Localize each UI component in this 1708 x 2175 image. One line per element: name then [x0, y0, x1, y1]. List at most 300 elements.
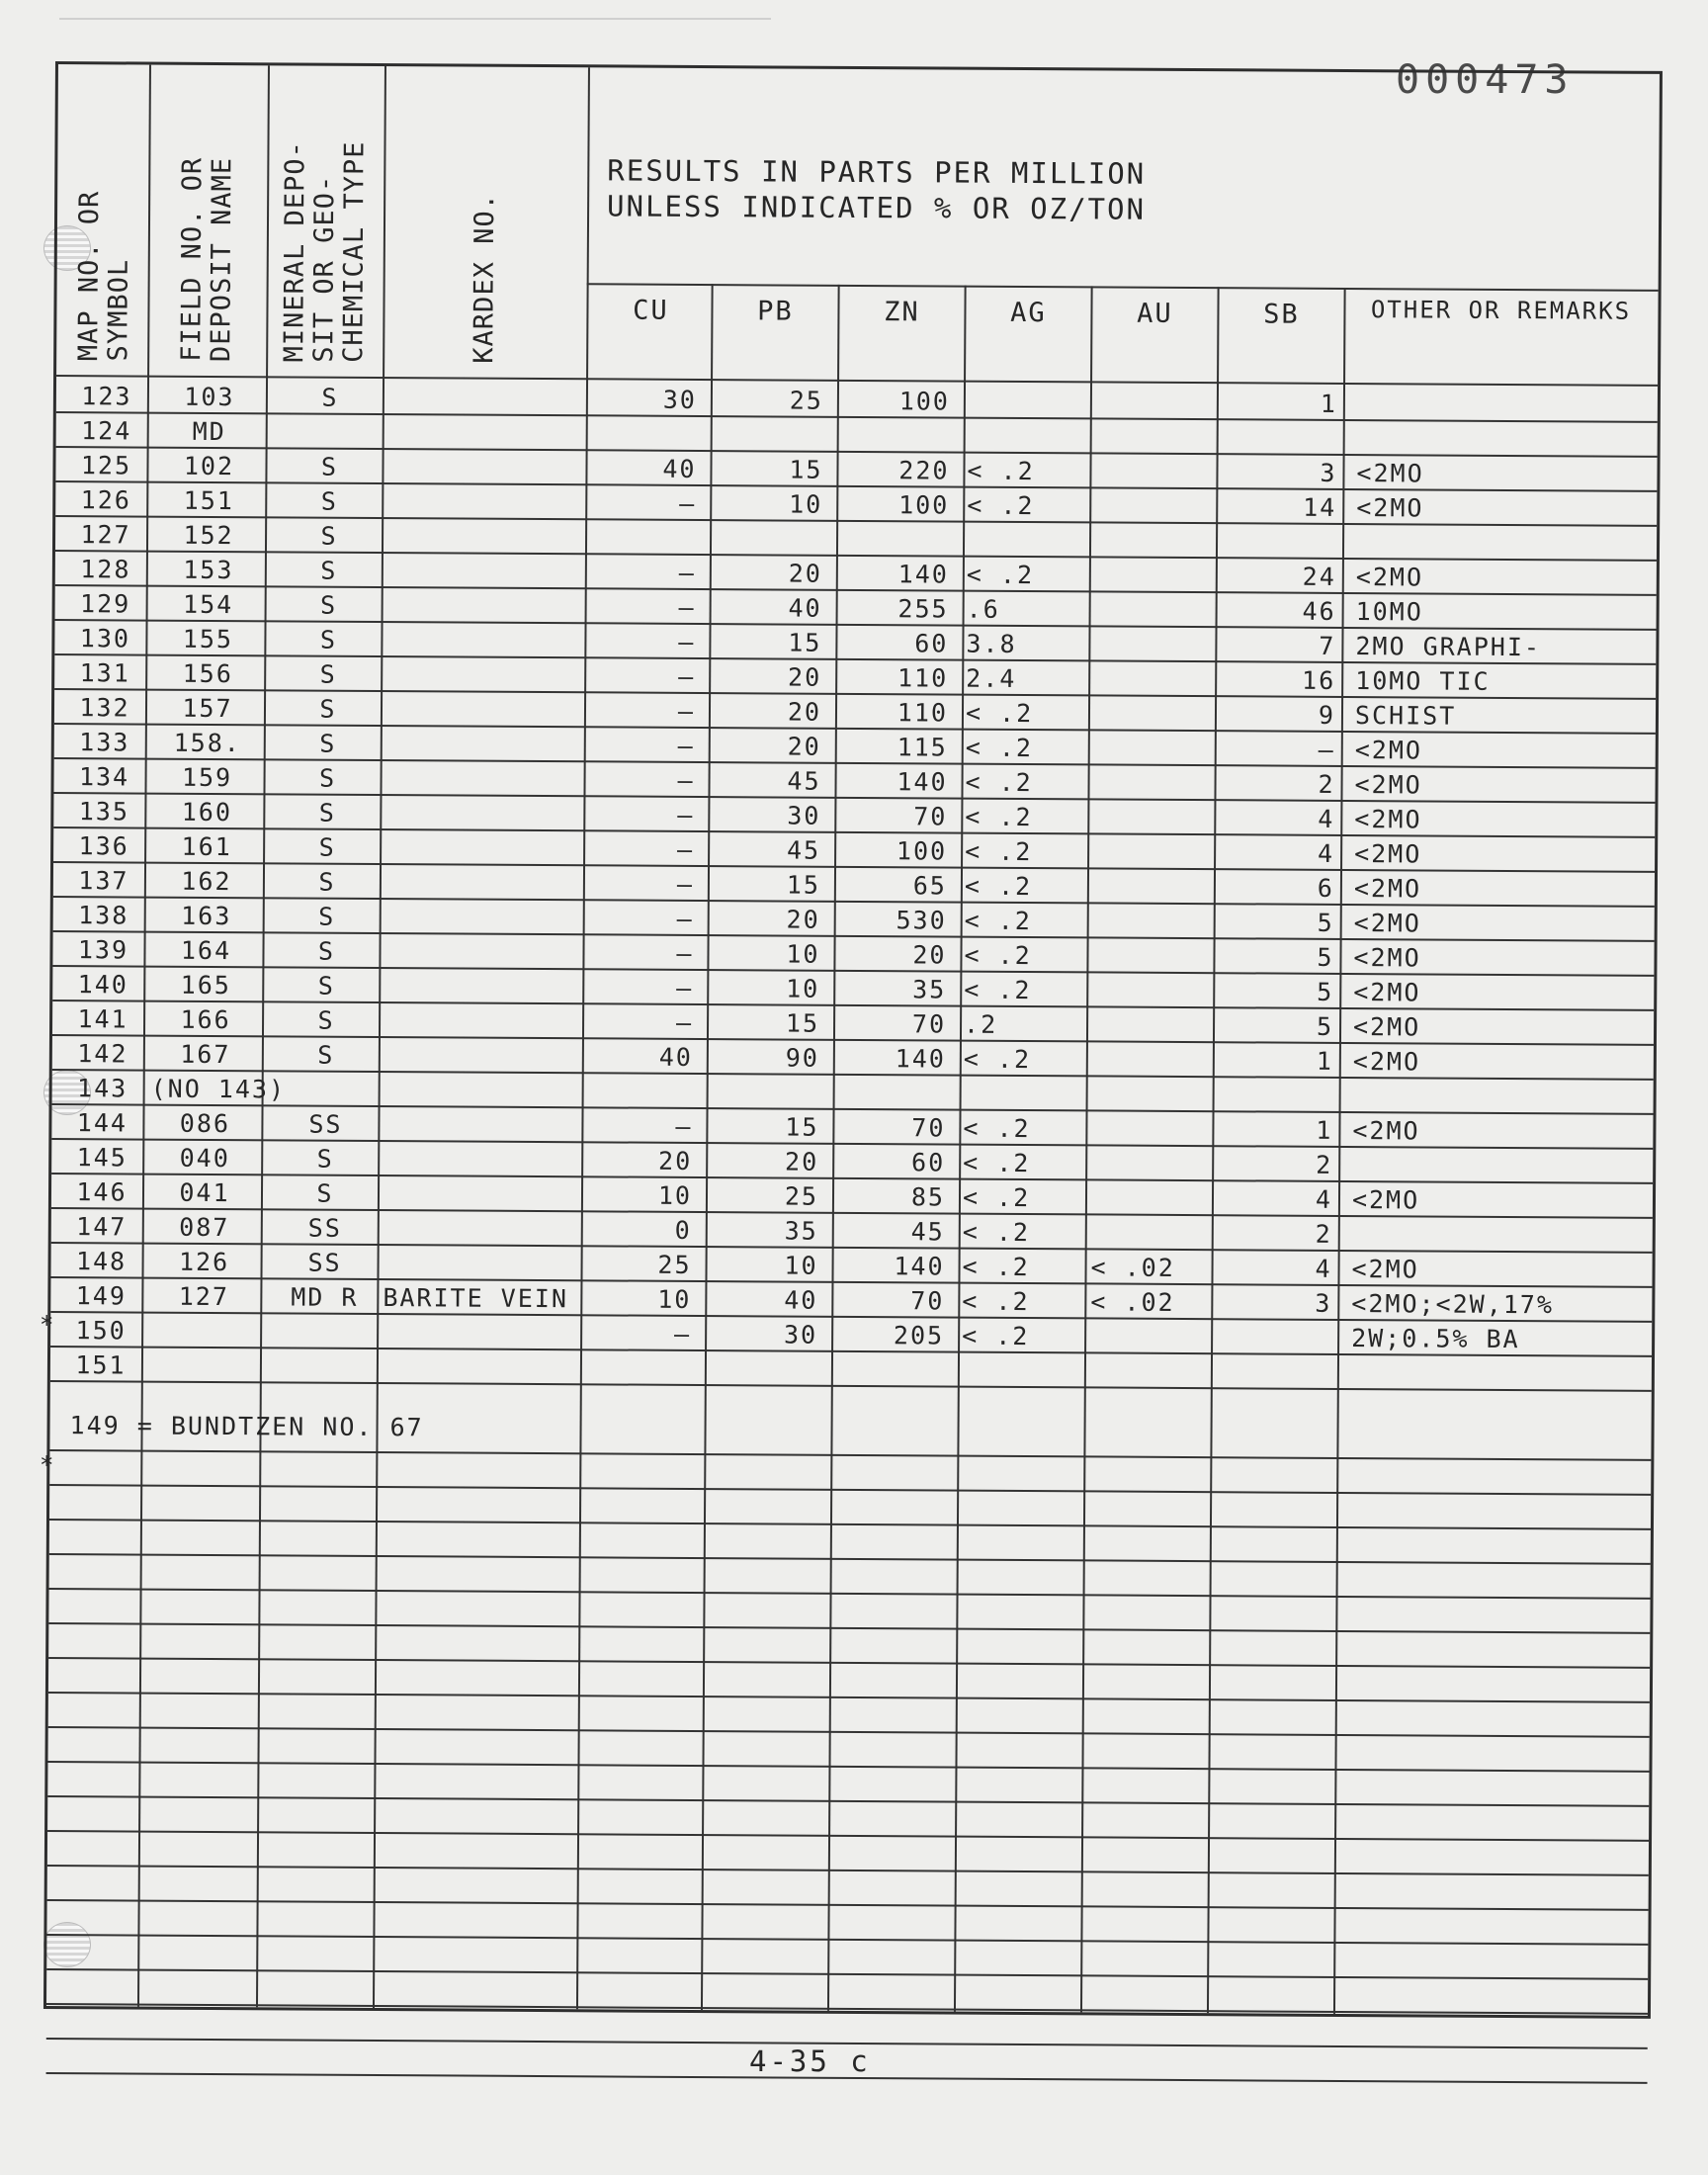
cell-pb: [716, 525, 822, 526]
cell-cu: [586, 1078, 693, 1079]
cell-zn: 20: [912, 940, 947, 970]
header-ag: AG: [1010, 297, 1047, 329]
cell-cu: 25: [657, 1250, 692, 1279]
cell-sb: 2: [1316, 1150, 1333, 1179]
cell-cu: –: [678, 558, 696, 587]
cell-type: [272, 418, 388, 419]
cell-rem: 2MO GRAPHI-: [1355, 632, 1542, 662]
cell-au: [1091, 1219, 1214, 1220]
cell-pb: 15: [789, 455, 823, 484]
cell-zn: 220: [898, 456, 950, 485]
cell-pb: 15: [786, 870, 821, 900]
cell-pb: 20: [788, 662, 822, 692]
cell-type: S: [317, 936, 336, 966]
cell-zn: 530: [896, 906, 947, 935]
cell-au: [1093, 804, 1216, 805]
cell-kardex: [384, 1077, 582, 1078]
cell-field: 162: [181, 866, 232, 897]
cell-pb: 45: [787, 766, 821, 796]
cell-rem: <2MO;<2W,17%: [1351, 1289, 1555, 1320]
cell-sb: 16: [1302, 665, 1336, 695]
cell-type: S: [318, 763, 337, 793]
cell-au: [1092, 1046, 1215, 1047]
cell-field: 126: [178, 1247, 230, 1277]
cell-ag: < .2: [963, 1044, 1032, 1075]
cell-sb: 5: [1317, 942, 1334, 972]
cell-pb: 25: [784, 1181, 819, 1211]
cell-cu: –: [677, 765, 695, 795]
cell-sb: 2: [1315, 1219, 1332, 1249]
cell-cu: 0: [674, 1215, 692, 1245]
cell-field: 087: [179, 1212, 230, 1243]
cell-cu: –: [675, 1111, 693, 1141]
cell-rem: <2MO: [1352, 1012, 1421, 1042]
cell-cu: 30: [662, 385, 698, 414]
cell-map: 147: [76, 1212, 128, 1242]
cell-zn: 140: [894, 1252, 945, 1281]
cell-sb: 4: [1315, 1254, 1332, 1283]
cell-cu: –: [676, 938, 694, 968]
cell-rem: <2MO: [1353, 874, 1422, 904]
cell-sb: 9: [1318, 700, 1336, 730]
cell-type: S: [318, 867, 336, 897]
cell-rem: [1353, 1083, 1650, 1085]
cell-ag: < .2: [965, 733, 1034, 763]
cell-rem: SCHIST: [1354, 701, 1457, 731]
cell-zn: [837, 1356, 944, 1357]
cell-ag: .2: [963, 1009, 998, 1039]
cell-type: SS: [307, 1213, 342, 1243]
header-pb: PB: [757, 296, 794, 327]
cell-cu: –: [673, 1319, 692, 1348]
cell-rem: <2MO: [1352, 1047, 1421, 1077]
cell-map: 129: [79, 589, 131, 619]
cell-map: 136: [78, 831, 129, 861]
cell-cu: –: [678, 627, 696, 656]
cell-ag: < .2: [963, 1113, 1031, 1144]
cell-ag: < .2: [965, 698, 1034, 729]
cell-ag: [968, 423, 1088, 424]
cell-zn: 70: [911, 1113, 946, 1143]
cell-rem: <2MO: [1356, 493, 1424, 523]
cell-sb: 5: [1317, 908, 1334, 937]
header-field-no: FIELD NO. OR DEPOSIT NAME: [176, 156, 238, 363]
cell-type: S: [317, 1005, 335, 1035]
cell-map: 130: [79, 624, 131, 653]
cell-ag: < .2: [964, 975, 1032, 1005]
cell-map: 126: [80, 485, 131, 515]
cell-rem: <2MO: [1353, 978, 1421, 1007]
cell-kardex: [383, 1319, 580, 1320]
cell-zn: 255: [897, 594, 949, 624]
cell-cu: –: [676, 834, 695, 864]
cell-kardex: [384, 1146, 581, 1147]
cell-pb: 20: [785, 1147, 819, 1176]
cell-type: S: [320, 521, 338, 551]
cell-map: 146: [76, 1177, 128, 1207]
cell-type: S: [316, 1178, 334, 1208]
cell-type: S: [318, 832, 336, 862]
torn-top-edge: [59, 0, 771, 20]
cell-sb: 7: [1319, 631, 1336, 660]
cell-field: 165: [180, 970, 231, 1000]
cell-cu: [584, 1354, 691, 1355]
cell-kardex: [387, 488, 585, 489]
cell-map: 131: [79, 658, 130, 688]
cell-cu: –: [678, 592, 696, 622]
cell-cu: –: [677, 696, 696, 726]
cell-pb: [717, 421, 823, 422]
cell-field: [149, 1352, 258, 1353]
footnote: 149 = BUNDTZEN NO. 67: [69, 1411, 424, 1442]
cell-field: 154: [182, 589, 234, 620]
cell-zn: 140: [895, 1044, 946, 1074]
cell-field: [149, 1318, 258, 1319]
cell-kardex: [387, 558, 585, 559]
cell-kardex: [388, 419, 586, 420]
cell-au: [1093, 908, 1216, 909]
cell-map: 150: [75, 1316, 127, 1346]
cell-kardex: BARITE VEIN: [383, 1283, 569, 1314]
cell-au: [1093, 873, 1216, 874]
results-caption: RESULTS IN PARTS PER MILLION UNLESS INDICATED % OR OZ/TON: [607, 153, 1147, 226]
cell-pb: 90: [785, 1043, 819, 1073]
cell-field: 164: [180, 935, 232, 966]
cell-zn: 140: [897, 767, 948, 797]
cell-au: [1091, 1184, 1214, 1185]
cell-map: 142: [77, 1039, 128, 1069]
cell-ag: < .2: [964, 871, 1033, 902]
cell-sb: [1223, 424, 1337, 425]
cell-field: 040: [179, 1143, 230, 1174]
cell-sb: [1217, 1358, 1331, 1359]
cell-ag: < .2: [965, 836, 1033, 867]
cell-rem: [1357, 425, 1654, 427]
cell-field: 127: [178, 1281, 230, 1312]
cell-sb: 1: [1316, 1115, 1333, 1145]
page-id-stamp: 000473: [1396, 57, 1575, 103]
cell-sb: [1222, 528, 1336, 529]
header-remarks: OTHER OR REMARKS: [1370, 296, 1632, 325]
cell-rem: [1352, 1152, 1649, 1154]
cell-pb: 25: [789, 386, 824, 415]
cell-kardex: [387, 592, 585, 593]
cell-rem: 2W;0.5% BA: [1351, 1324, 1520, 1354]
cell-rem: 10MO TIC: [1355, 666, 1491, 696]
cell-type: S: [320, 452, 339, 481]
cell-map: 144: [76, 1108, 128, 1138]
cell-pb: 20: [786, 905, 820, 934]
cell-sb: –: [1318, 735, 1335, 764]
cell-kardex: [384, 1111, 582, 1112]
cell-au: [1091, 1150, 1214, 1151]
cell-ag: < .2: [964, 940, 1032, 971]
cell-rem: <2MO: [1354, 736, 1423, 765]
cell-type: S: [317, 971, 335, 1000]
cell-ag: 2.4: [966, 663, 1017, 693]
cell-field: 161: [181, 831, 232, 862]
cell-zn: 115: [897, 733, 948, 762]
cell-ag: < .2: [965, 767, 1033, 798]
cell-sb: [1217, 1324, 1331, 1325]
cell-pb: [711, 1355, 817, 1356]
cell-au: [1093, 838, 1216, 839]
cell-field: 157: [182, 693, 233, 724]
cell-cu: [590, 420, 697, 421]
cell-kardex: [384, 1180, 581, 1181]
cell-ag: .6: [966, 594, 1000, 624]
cell-field: 166: [180, 1004, 231, 1035]
cell-sb: 46: [1302, 596, 1336, 626]
cell-field: MD: [192, 416, 226, 447]
cell-map: 132: [79, 693, 130, 723]
cell-rem: 10MO: [1355, 597, 1423, 627]
cell-type: SS: [308, 1109, 343, 1139]
cell-ag: < .2: [966, 560, 1035, 590]
page-number: 4-35 c: [749, 2044, 871, 2078]
cell-au: [1094, 665, 1217, 666]
cell-ag: < .2: [965, 802, 1033, 832]
cell-field: (NO 143): [150, 1074, 287, 1104]
cell-ag: [962, 1357, 1082, 1358]
cell-ag: 3.8: [966, 629, 1017, 658]
cell-pb: 35: [784, 1216, 818, 1246]
cell-type: S: [316, 1144, 334, 1174]
cell-ag: < .2: [964, 906, 1033, 936]
cell-au: [1096, 458, 1219, 459]
cell-cu: 40: [662, 454, 697, 483]
cell-zn: 205: [893, 1321, 945, 1350]
data-table: [43, 61, 1663, 2019]
cell-type: MD R: [291, 1282, 359, 1312]
cell-au: [1094, 631, 1217, 632]
footnote-row: [49, 1382, 1651, 1461]
cell-zn: [839, 1080, 946, 1081]
cell-cu: 10: [657, 1180, 693, 1210]
cell-type: S: [319, 694, 337, 724]
cell-map: 141: [77, 1004, 128, 1034]
cell-au: [1094, 735, 1217, 736]
cell-type: S: [318, 902, 336, 931]
cell-sb: 1: [1316, 1046, 1333, 1076]
cell-map: 143: [76, 1074, 128, 1103]
cell-pb: 20: [787, 732, 821, 761]
cell-ag: < .2: [962, 1182, 1031, 1213]
cell-map: 135: [78, 797, 130, 826]
cell-pb: 40: [784, 1285, 818, 1315]
cell-kardex: [386, 731, 584, 732]
cell-cu: –: [676, 869, 695, 899]
cell-kardex: [385, 938, 583, 939]
cell-au: [1095, 596, 1218, 597]
cell-pb: 40: [788, 593, 822, 623]
cell-zn: 85: [910, 1182, 946, 1212]
cell-sb: 3: [1315, 1288, 1332, 1318]
cell-type: S: [320, 556, 338, 585]
header-sb: SB: [1263, 299, 1300, 330]
cell-field: 156: [182, 658, 233, 689]
cell-map: 134: [78, 762, 130, 792]
cell-kardex: [385, 904, 583, 905]
cell-zn: 110: [897, 698, 949, 728]
cell-kardex: [388, 385, 586, 386]
cell-sb: 4: [1315, 1184, 1333, 1214]
cell-map: 133: [79, 728, 130, 757]
cell-rem: <2MO: [1354, 770, 1422, 800]
cell-map: 148: [75, 1247, 128, 1276]
cell-map: 149: [75, 1281, 128, 1311]
cell-ag: < .2: [962, 1321, 1030, 1351]
cell-sb: 6: [1317, 873, 1335, 903]
cell-sb: 3: [1320, 458, 1337, 487]
cell-zn: 70: [911, 1009, 947, 1039]
cell-pb: 20: [787, 697, 822, 727]
cell-zn: 70: [910, 1286, 945, 1316]
cell-type: S: [321, 383, 339, 412]
cell-rem: <2MO: [1355, 563, 1424, 592]
cell-field: 160: [181, 797, 233, 827]
cell-au: [1095, 527, 1218, 528]
cell-sb: 1: [1320, 389, 1337, 418]
cell-ag: [967, 527, 1087, 528]
cell-pb: 20: [788, 559, 822, 588]
cell-sb: [1219, 1082, 1333, 1083]
cell-field: 155: [182, 624, 234, 654]
cell-sb: 5: [1316, 1011, 1334, 1041]
cell-map: 125: [80, 451, 132, 480]
cell-kardex: [383, 1353, 580, 1354]
cell-ag: [968, 389, 1088, 390]
cell-rem: <2MO: [1353, 943, 1421, 973]
cell-au: [1092, 977, 1215, 978]
cell-cu: [589, 524, 696, 525]
cell-au: < .02: [1090, 1287, 1175, 1317]
cell-cu: –: [675, 1007, 694, 1037]
cell-au: [1093, 942, 1216, 943]
header-au: AU: [1137, 298, 1173, 329]
cell-kardex: [388, 454, 586, 455]
cell-cu: 20: [658, 1146, 693, 1175]
cell-type: S: [317, 1040, 335, 1070]
cell-type: S: [319, 659, 337, 689]
cell-field: 102: [183, 451, 235, 481]
cell-rem: <2MO: [1354, 839, 1422, 869]
cell-sb: 4: [1317, 838, 1335, 868]
cell-cu: –: [677, 731, 695, 760]
cell-sb: 5: [1317, 977, 1334, 1006]
cell-pb: 15: [788, 628, 822, 657]
cell-pb: 30: [783, 1320, 818, 1349]
cell-kardex: [384, 1042, 582, 1043]
table-body: [46, 379, 1658, 2084]
cell-kardex: [387, 523, 585, 524]
header-mineral-type: MINERAL DEPO- SIT OR GEO- CHEMICAL TYPE: [279, 140, 371, 363]
cell-zn: 110: [897, 663, 949, 693]
cell-cu: –: [676, 904, 694, 933]
cell-au: [1095, 492, 1218, 493]
cell-zn: 65: [912, 871, 948, 901]
cell-rem: [1351, 1359, 1648, 1361]
cell-field: 158.: [173, 728, 241, 758]
cell-rem: <2MO: [1356, 459, 1424, 488]
cell-pb: 10: [789, 489, 823, 519]
cell-zn: 140: [897, 560, 949, 589]
cell-ag: < .2: [967, 456, 1035, 486]
cell-au: < .02: [1090, 1253, 1175, 1282]
cell-cu: –: [678, 661, 696, 691]
cell-field: 086: [179, 1108, 231, 1139]
cell-zn: 60: [911, 1148, 946, 1177]
cell-field: 152: [183, 520, 234, 551]
cell-sb: 2: [1318, 769, 1335, 799]
cell-au: [1092, 1081, 1215, 1082]
cell-map: 151: [75, 1350, 127, 1380]
cell-cu: –: [679, 488, 697, 518]
cell-pb: 10: [786, 939, 820, 969]
header-map-no: MAP NO. OR SYMBOL: [73, 190, 134, 362]
cell-sb: 14: [1303, 492, 1337, 522]
cell-au: [1096, 423, 1219, 424]
cell-kardex: [385, 800, 583, 801]
cell-au: [1090, 1323, 1213, 1324]
cell-pb: 10: [786, 974, 820, 1003]
cell-type: SS: [307, 1248, 342, 1277]
cell-au: [1090, 1357, 1213, 1358]
cell-type: [266, 1318, 383, 1319]
cell-pb: 15: [785, 1112, 819, 1142]
cell-map: 128: [80, 555, 131, 584]
cell-map: 139: [77, 935, 129, 965]
cell-map: 140: [77, 970, 128, 1000]
cell-rem: <2MO: [1351, 1185, 1420, 1215]
cell-ag: < .2: [962, 1286, 1030, 1317]
cell-ag: < .2: [963, 1148, 1031, 1178]
cell-rem: [1357, 391, 1654, 392]
asterisk-marker: *: [40, 1311, 54, 1339]
cell-pb: [713, 1079, 819, 1080]
cell-field: 163: [181, 901, 232, 931]
cell-type: [266, 1352, 383, 1353]
header-kardex: KARDEX NO.: [469, 193, 501, 364]
cell-au: [1094, 769, 1217, 770]
cell-pb: 15: [785, 1008, 820, 1038]
cell-map: 124: [81, 416, 132, 446]
cell-map: 138: [78, 901, 129, 930]
cell-ag: < .2: [962, 1252, 1030, 1282]
cell-ag: < .2: [962, 1217, 1031, 1248]
cell-rem: <2MO: [1353, 909, 1422, 938]
cell-kardex: [385, 834, 583, 835]
cell-rem: [1352, 1221, 1649, 1223]
cell-rem: [1356, 529, 1653, 531]
header-cu: CU: [633, 295, 669, 326]
cell-pb: 45: [786, 835, 821, 865]
cell-field: 151: [183, 485, 234, 516]
cell-kardex: [386, 696, 584, 697]
cell-ag: [964, 1081, 1084, 1082]
cell-kardex: [386, 765, 584, 766]
cell-zn: 45: [910, 1217, 945, 1247]
cell-ag: < .2: [967, 490, 1035, 521]
cell-map: 137: [78, 866, 129, 896]
cell-field: 167: [180, 1039, 231, 1070]
header-zn: ZN: [884, 297, 920, 328]
cell-kardex: [387, 627, 585, 628]
cell-type: S: [319, 729, 337, 758]
cell-kardex: [384, 1250, 581, 1251]
cell-zn: [842, 526, 949, 527]
cell-zn: 100: [898, 387, 951, 416]
